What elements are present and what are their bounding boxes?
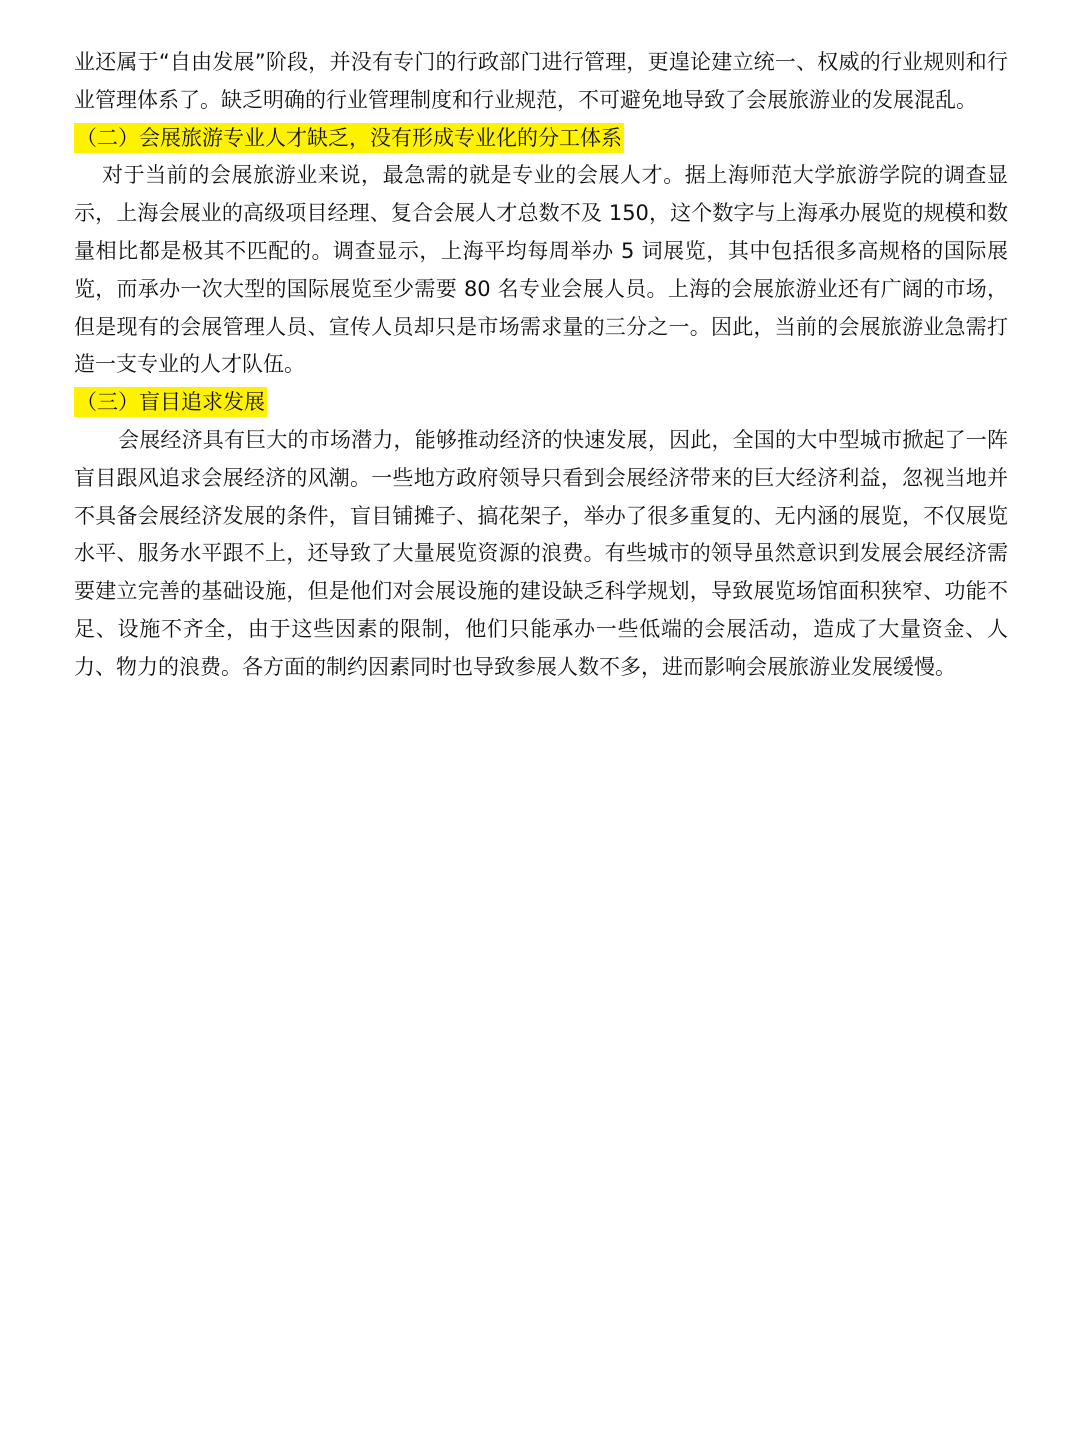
section-heading-3 [74, 384, 1008, 422]
paragraph-2: 对于当前的会展旅游业来说，最急需的就是专业的会展人才。据上海师范大学旅游学院的调查显示，上海会展业的高级项目经理、复合会展人才总数不及 150，这个数字与上海承办展览的规模和数量相比都是极其不匹配的。调查显示，上海平均每周举办 5 词展览，其中包括很多高规格的国际展览，而承办一次大型的国际展览至少需要 80 名专业会展人员。上海的会展旅游业还有广阔的市场，但是现有的会展管理人员、宣传人员却只是市场需求量的三分之一。因此，当前的会展旅游业急需打造一支专业的人才队伍。 [74, 163, 1008, 377]
paragraph-3: 会展经济具有巨大的市场潜力，能够推动经济的快速发展，因此，全国的大中型城市掀起了一阵盲目跟风追求会展经济的风潮。一些地方政府领导只看到会展经济带来的巨大经济利益，忽视当地并不具备会展经济发展的条件，盲目铺摊子、搞花架子，举办了很多重复的、无内涵的展览，不仅展览水平、服务水平跟不上，还导致了大量展览资源的浪费。有些城市的领导虽然意识到发展会展经济需要建立完善的基础设施，但是他们对会展设施的建设缺乏科学规划，导致展览场馆面积狭窄、功能不足、设施不齐全，由于这些因素的限制，他们只能承办一些低端的会展活动，造成了大量资金、人力、物力的浪费。各方面的制约因素同时也导致参展人数不多，进而影响会展旅游业发展缓慢。 [74, 427, 1008, 679]
heading-3-highlight: （三）盲目追求发展 [74, 387, 267, 417]
heading-2-highlight: （二）会展旅游专业人才缺乏，没有形成专业化的分工体系 [74, 123, 624, 153]
paragraph-intro: 业还属于“自由发展”阶段，并没有专门的行政部门进行管理，更遑论建立统一、权威的行业规则和行业管理体系了。缺乏明确的行业管理制度和行业规范，不可避免地导致了会展旅游业的发展混乱。 [74, 50, 1008, 112]
document-page [74, 44, 1008, 687]
section-heading-2 [74, 120, 1008, 158]
